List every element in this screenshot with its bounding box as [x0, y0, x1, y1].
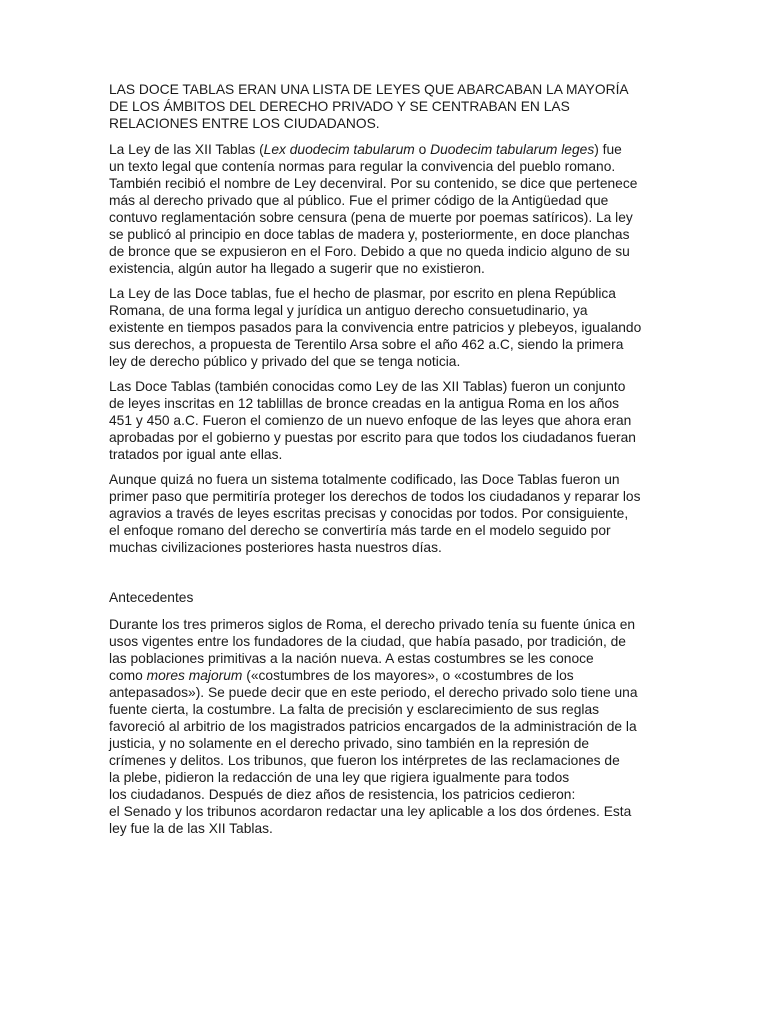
heading-line: RELACIONES ENTRE LOS CIUDADANOS. [109, 116, 380, 131]
paragraph-line: muchas civilizaciones posteriores hasta nuestros días. [109, 540, 442, 555]
heading-line: DE LOS ÁMBITOS DEL DERECHO PRIVADO Y SE CENTRABAN EN LAS [109, 99, 570, 114]
paragraph-line: También recibió el nombre de Ley decenviral. Por su contenido, se dice que pertenece [109, 176, 638, 191]
paragraph-line: La Ley de las Doce tablas, fue el hecho de plasmar, por escrito en plena República [109, 286, 616, 301]
paragraph-line: la plebe, pidieron la redacción de una ley que rigiera igualmente para todos [109, 770, 570, 785]
paragraph-line: La Ley de las XII Tablas (Lex duodecim tabularum o Duodecim tabularum leges) fue [109, 142, 622, 157]
latin-term: mores majorum [146, 668, 243, 683]
paragraph-line: primer paso que permitiría proteger los derechos de todos los ciudadanos y reparar los [109, 489, 641, 504]
paragraph-line: más al derecho privado que al público. Fue el primer código de la Antigüedad que [109, 193, 609, 208]
paragraph-line: crímenes y delitos. Los tribunos, que fueron los intérpretes de las reclamaciones de [109, 753, 620, 768]
paragraph-line: el Senado y los tribunos acordaron redactar una ley aplicable a los dos órdenes. Esta [109, 804, 632, 819]
paragraph-line: existente en tiempos pasados para la convivencia entre patricios y plebeyos, igualando [109, 320, 642, 335]
paragraph-line: Aunque quizá no fuera un sistema totalmente codificado, las Doce Tablas fueron un [109, 472, 620, 487]
paragraph-line: favoreció al arbitrio de los magistrados patricios encargados de la administración de la [109, 719, 637, 734]
paragraph-line: el enfoque romano del derecho se convertiría más tarde en el modelo seguido por [109, 523, 611, 538]
heading-line: LAS DOCE TABLAS ERAN UNA LISTA DE LEYES QUE ABARCABAN LA MAYORÍA [109, 82, 629, 97]
paragraph-line: Las Doce Tablas (también conocidas como Ley de las XII Tablas) fueron un conjunto [109, 379, 626, 394]
paragraph-line: de leyes inscritas en 12 tablillas de bronce creadas en la antigua Roma en los años [109, 396, 620, 411]
paragraph-line: las poblaciones primitivas a la nación nueva. A estas costumbres se les conoce [109, 651, 594, 666]
paragraph-line: se publicó al principio en doce tablas de madera y, posteriormente, en doce planchas [109, 227, 630, 242]
document-heading [109, 81, 659, 132]
paragraph-line: Romana, de una forma legal y jurídica un antiguo derecho consuetudinario, ya [109, 303, 588, 318]
paragraph-line: Durante los tres primeros siglos de Roma, el derecho privado tenía su fuente única en [109, 617, 636, 632]
paragraph-ley-xii-tablas [109, 141, 659, 277]
paragraph-line: contuvo reglamentación sobre censura (pena de muerte por poemas satíricos). La ley [109, 210, 633, 225]
paragraph-line: 451 y 450 a.C. Fueron el comienzo de un nuevo enfoque de las leyes que ahora eran [109, 413, 632, 428]
paragraph-line: justicia, y no solamente en el derecho privado, sino también en la represión de [109, 736, 590, 751]
paragraph-line: agravios a través de leyes escritas precisas y conocidas por todos. Por consiguiente, [109, 506, 629, 521]
paragraph-derecho-consuetudinario [109, 285, 659, 370]
paragraph-line: de bronce que se expusieron en el Foro. Debido a que no queda indicio alguno de su [109, 244, 630, 259]
latin-term: Lex duodecim tabularum [263, 142, 415, 157]
paragraph-line: como mores majorum («costumbres de los mayores», o «costumbres de los [109, 668, 574, 683]
paragraph-line: tratados por igual ante ellas. [109, 447, 283, 462]
paragraph-line: antepasados»). Se puede decir que en este periodo, el derecho privado solo tiene una [109, 685, 638, 700]
section-title-antecedentes: Antecedentes [109, 590, 194, 605]
latin-term: Duodecim tabularum leges [430, 142, 595, 157]
paragraph-line: los ciudadanos. Después de diez años de resistencia, los patricios cedieron: [109, 787, 576, 802]
paragraph-line: sus derechos, a propuesta de Terentilo Arsa sobre el año 462 a.C, siendo la primera [109, 337, 624, 352]
paragraph-line: existencia, algún autor ha llegado a sugerir que no existieron. [109, 261, 485, 276]
paragraph-line: usos vigentes entre los fundadores de la ciudad, que había pasado, por tradición, de [109, 634, 626, 649]
paragraph-line: ley de derecho público y privado del que se tenga noticia. [109, 354, 461, 369]
paragraph-line: ley fue la de las XII Tablas. [109, 821, 273, 836]
paragraph-antecedentes [109, 616, 659, 837]
paragraph-line: un texto legal que contenía normas para regular la convivencia del pueblo romano. [109, 159, 616, 174]
paragraph-tablillas-bronce [109, 378, 659, 463]
paragraph-line: aprobadas por el gobierno y puestas por escrito para que todos los ciudadanos fueran [109, 430, 636, 445]
paragraph-sistema-codificado [109, 471, 659, 556]
document-page [109, 81, 659, 845]
paragraph-line: fuente cierta, la costumbre. La falta de precisión y esclarecimiento de sus reglas [109, 702, 600, 717]
